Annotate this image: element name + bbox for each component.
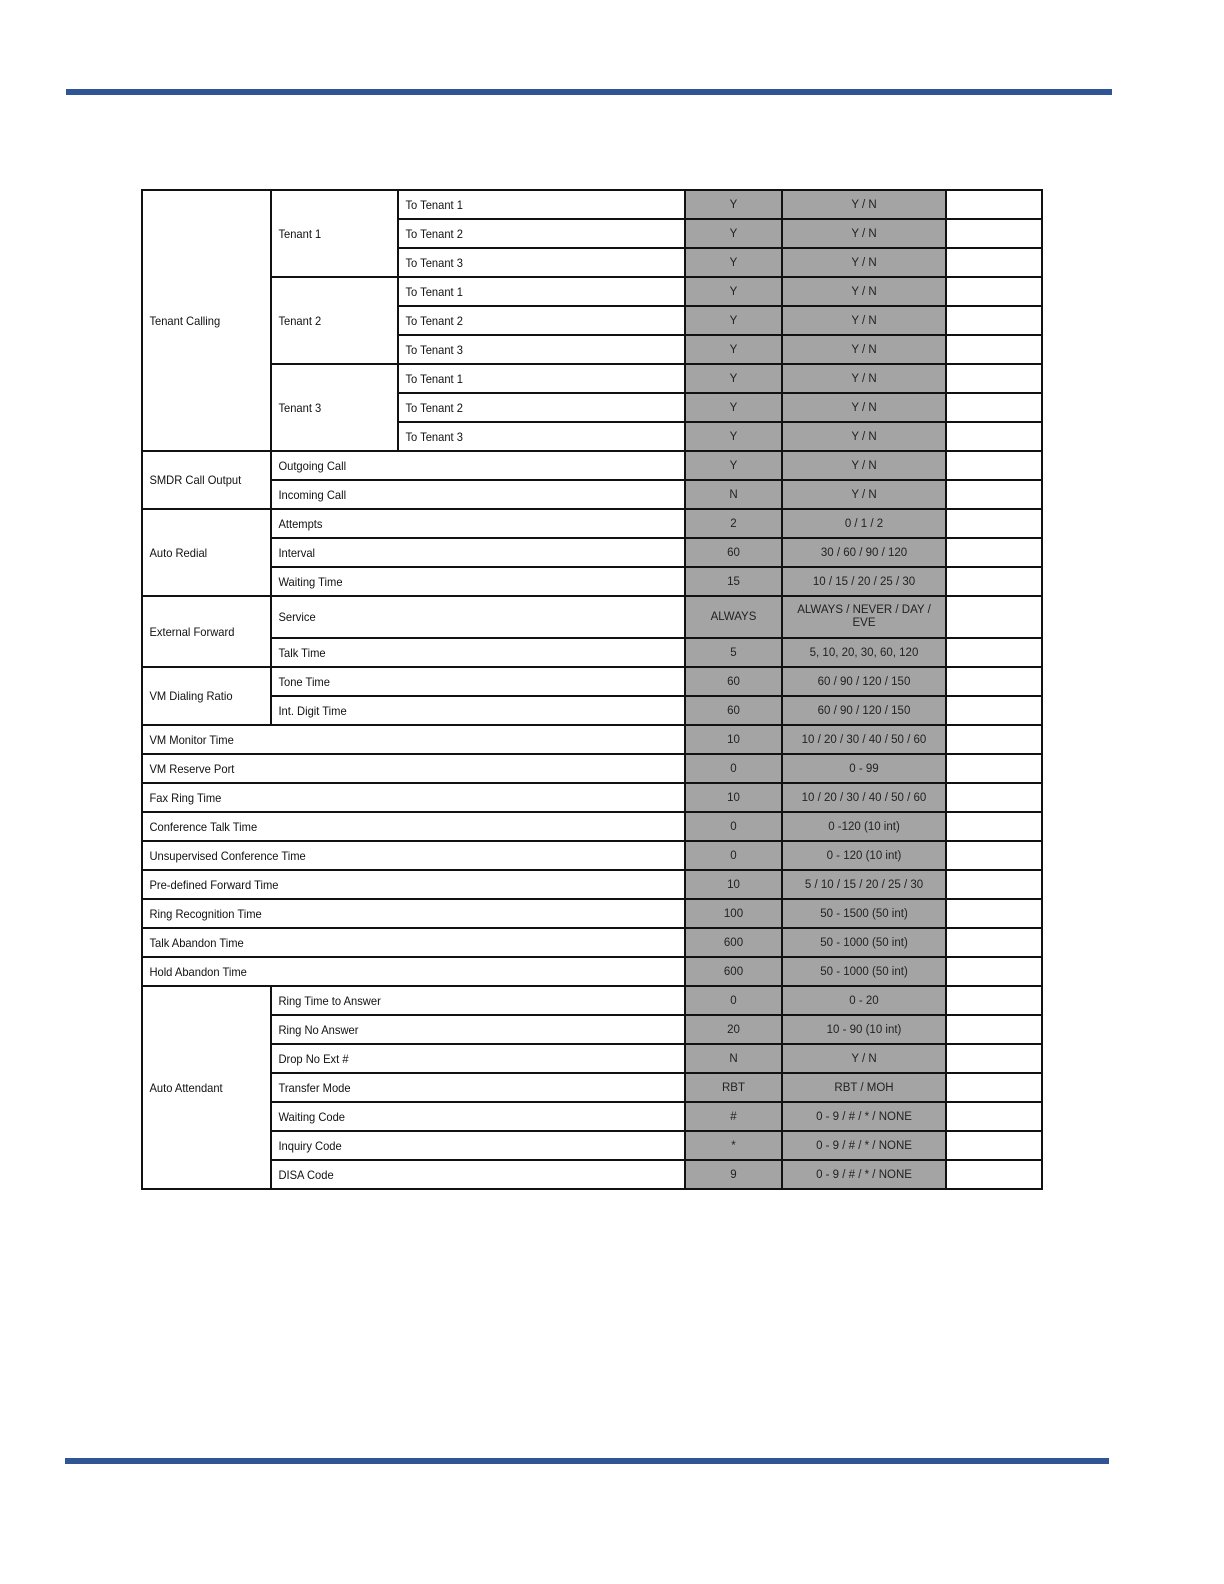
range-cell: Y / N [782,393,946,422]
group-label: Auto Attendant [142,986,262,1189]
value-cell: 60 [685,538,782,567]
value-cell: 9 [685,1160,782,1189]
item-label: To Tenant 2 [398,306,665,335]
range-cell: 0 - 9 / # / * / NONE [782,1160,946,1189]
setting-label: Unsupervised Conference Time [142,841,647,870]
entry-cell [946,567,1042,596]
entry-cell [946,1160,1042,1189]
entry-cell [946,480,1042,509]
entry-cell [946,841,1042,870]
value-cell: 60 [685,696,782,725]
item-label: Waiting Time [271,567,656,596]
range-cell: 0 - 99 [782,754,946,783]
value-cell: 0 [685,986,782,1015]
entry-cell [946,812,1042,841]
entry-cell [946,725,1042,754]
item-label: Ring Time to Answer [271,986,656,1015]
value-cell: Y [685,277,782,306]
value-cell: Y [685,219,782,248]
value-cell: 0 [685,812,782,841]
item-label: To Tenant 1 [398,277,665,306]
entry-cell [946,596,1042,638]
range-cell: 30 / 60 / 90 / 120 [782,538,946,567]
group-label: SMDR Call Output [142,451,262,509]
range-cell: Y / N [782,364,946,393]
value-cell: 100 [685,899,782,928]
range-cell: 0 - 120 (10 int) [782,841,946,870]
value-cell: 0 [685,754,782,783]
entry-cell [946,451,1042,480]
entry-cell [946,1015,1042,1044]
range-cell: 10 / 15 / 20 / 25 / 30 [782,567,946,596]
range-cell: 60 / 90 / 120 / 150 [782,696,946,725]
item-label: Attempts [271,509,656,538]
entry-cell [946,335,1042,364]
entry-cell [946,1131,1042,1160]
entry-cell [946,219,1042,248]
entry-cell [946,1073,1042,1102]
subgroup-label: Tenant 2 [271,277,389,364]
setting-label: Conference Talk Time [142,812,647,841]
range-cell: Y / N [782,451,946,480]
entry-cell [946,306,1042,335]
entry-cell [946,277,1042,306]
subgroup-label: Tenant 3 [271,364,389,451]
group-label: Auto Redial [142,509,262,596]
value-cell: ALWAYS [685,596,782,638]
entry-cell [946,1044,1042,1073]
range-cell: Y / N [782,190,946,219]
entry-cell [946,638,1042,667]
value-cell: # [685,1102,782,1131]
item-label: To Tenant 1 [398,364,665,393]
item-label: Waiting Code [271,1102,656,1131]
item-label: Int. Digit Time [271,696,656,725]
subgroup-label: Tenant 1 [271,190,389,277]
value-cell: Y [685,422,782,451]
range-cell: RBT / MOH [782,1073,946,1102]
range-cell: 5, 10, 20, 30, 60, 120 [782,638,946,667]
value-cell: Y [685,306,782,335]
range-cell: Y / N [782,1044,946,1073]
range-cell: Y / N [782,277,946,306]
range-cell: Y / N [782,306,946,335]
value-cell: Y [685,393,782,422]
value-cell: 20 [685,1015,782,1044]
item-label: To Tenant 3 [398,335,665,364]
value-cell: * [685,1131,782,1160]
value-cell: 10 [685,783,782,812]
range-cell: 50 - 1500 (50 int) [782,899,946,928]
range-cell: 0 - 9 / # / * / NONE [782,1102,946,1131]
item-label: Outgoing Call [271,451,656,480]
item-label: To Tenant 2 [398,219,665,248]
item-label: To Tenant 3 [398,248,665,277]
entry-cell [946,393,1042,422]
value-cell: Y [685,335,782,364]
range-cell: Y / N [782,335,946,364]
value-cell: 2 [685,509,782,538]
entry-cell [946,754,1042,783]
item-label: Talk Time [271,638,656,667]
setting-label: Hold Abandon Time [142,957,647,986]
item-label: Inquiry Code [271,1131,656,1160]
item-label: Service [271,596,656,638]
entry-cell [946,783,1042,812]
item-label: Drop No Ext # [271,1044,656,1073]
value-cell: Y [685,190,782,219]
item-label: To Tenant 3 [398,422,665,451]
entry-cell [946,190,1042,219]
entry-cell [946,1102,1042,1131]
entry-cell [946,422,1042,451]
item-label: To Tenant 1 [398,190,665,219]
setting-label: Pre-defined Forward Time [142,870,647,899]
range-cell: 60 / 90 / 120 / 150 [782,667,946,696]
settings-table [141,189,1043,1190]
range-cell: 50 - 1000 (50 int) [782,957,946,986]
entry-cell [946,986,1042,1015]
value-cell: Y [685,451,782,480]
value-cell: 10 [685,870,782,899]
range-cell: Y / N [782,248,946,277]
range-cell: 0 -120 (10 int) [782,812,946,841]
value-cell: 600 [685,957,782,986]
range-cell: 10 / 20 / 30 / 40 / 50 / 60 [782,783,946,812]
range-cell: 5 / 10 / 15 / 20 / 25 / 30 [782,870,946,899]
entry-cell [946,696,1042,725]
entry-cell [946,364,1042,393]
value-cell: RBT [685,1073,782,1102]
value-cell: N [685,480,782,509]
entry-cell [946,538,1042,567]
range-cell: 0 - 9 / # / * / NONE [782,1131,946,1160]
value-cell: 600 [685,928,782,957]
item-label: DISA Code [271,1160,656,1189]
value-cell: N [685,1044,782,1073]
item-label: Transfer Mode [271,1073,656,1102]
entry-cell [946,509,1042,538]
setting-label: VM Monitor Time [142,725,647,754]
setting-label: Ring Recognition Time [142,899,647,928]
range-cell: 10 - 90 (10 int) [782,1015,946,1044]
value-cell: 60 [685,667,782,696]
footer-rule [65,1458,1109,1464]
setting-label: Fax Ring Time [142,783,647,812]
item-label: Tone Time [271,667,656,696]
value-cell: Y [685,248,782,277]
entry-cell [946,667,1042,696]
range-cell: Y / N [782,422,946,451]
item-label: To Tenant 2 [398,393,665,422]
range-cell: 50 - 1000 (50 int) [782,928,946,957]
entry-cell [946,928,1042,957]
entry-cell [946,870,1042,899]
value-cell: 10 [685,725,782,754]
item-label: Ring No Answer [271,1015,656,1044]
range-cell: Y / N [782,480,946,509]
range-cell: 0 - 20 [782,986,946,1015]
range-cell: 0 / 1 / 2 [782,509,946,538]
item-label: Incoming Call [271,480,656,509]
entry-cell [946,248,1042,277]
entry-cell [946,899,1042,928]
group-label: Tenant Calling [142,190,262,451]
group-label: VM Dialing Ratio [142,667,262,725]
group-label: External Forward [142,596,262,667]
range-cell: Y / N [782,219,946,248]
value-cell: 0 [685,841,782,870]
item-label: Interval [271,538,656,567]
setting-label: Talk Abandon Time [142,928,647,957]
value-cell: Y [685,364,782,393]
value-cell: 5 [685,638,782,667]
entry-cell [946,957,1042,986]
value-cell: 15 [685,567,782,596]
range-cell: 10 / 20 / 30 / 40 / 50 / 60 [782,725,946,754]
setting-label: VM Reserve Port [142,754,647,783]
range-cell: ALWAYS / NEVER / DAY / EVE [782,596,946,638]
header-rule [66,89,1112,95]
